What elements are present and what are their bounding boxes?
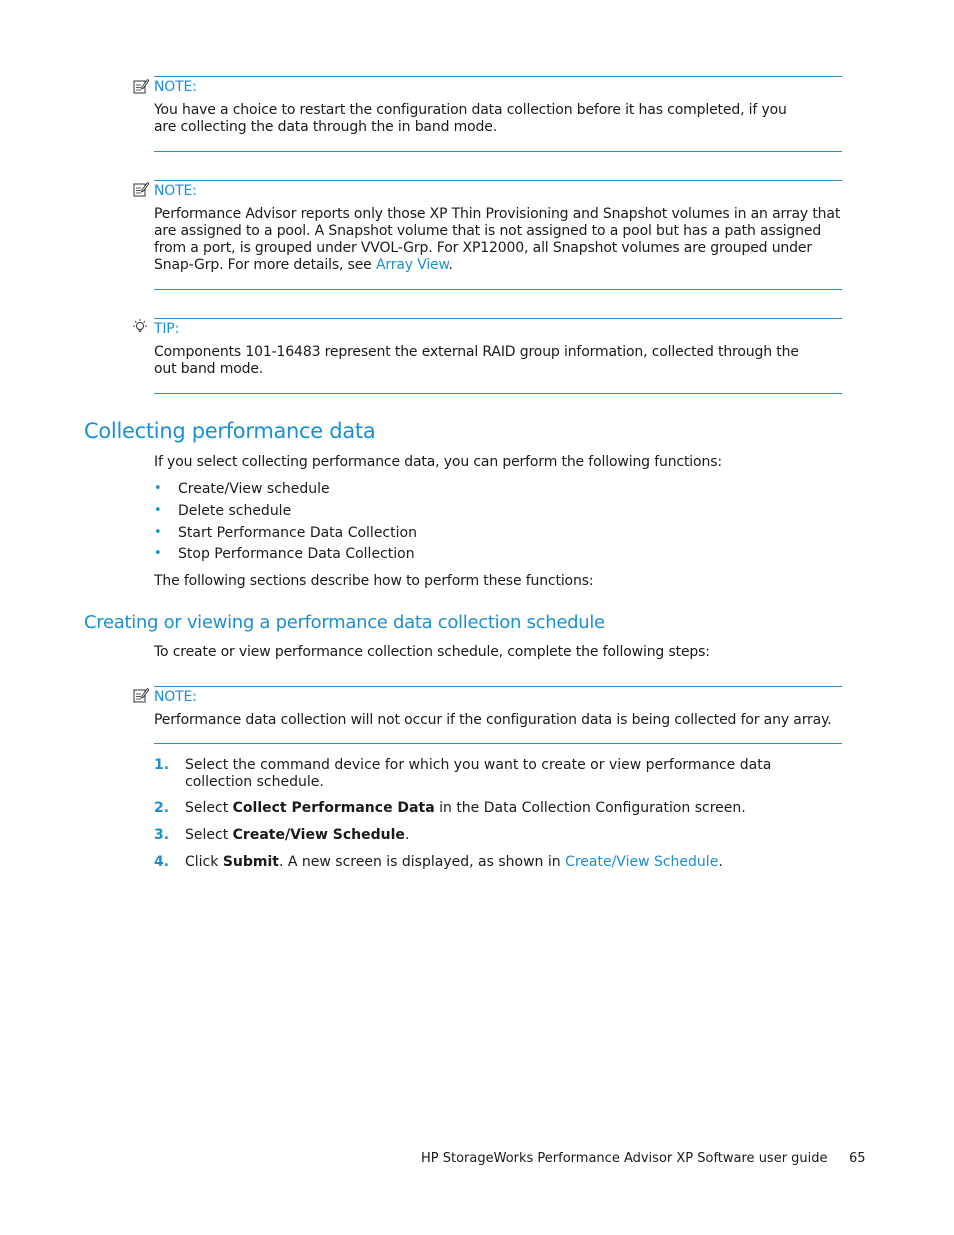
step-text-end: .: [718, 854, 723, 870]
note-text: [154, 206, 844, 274]
step-ui-term: Submit: [222, 854, 279, 870]
note-text: Performance data collection will not occur if the configuration data is being collected for any array.: [154, 712, 832, 728]
array-view-link[interactable]: Array View: [375, 257, 449, 273]
note-label: NOTE:: [154, 79, 197, 95]
step-text-part: Click: [185, 854, 223, 870]
note-pencil-icon: [133, 687, 149, 703]
step-text: [185, 854, 845, 871]
section-heading: Collecting performance data: [84, 419, 376, 443]
note-text-end: .: [448, 257, 453, 273]
bullet-icon: •: [154, 503, 162, 518]
note-label: NOTE:: [154, 183, 197, 199]
tip-top-rule: [154, 318, 842, 319]
page-number: 65: [849, 1151, 866, 1166]
section-intro: If you select collecting performance data, you can perform the following functions:: [154, 454, 722, 470]
step-text: [185, 800, 845, 817]
list-item-text: Stop Performance Data Collection: [178, 546, 415, 562]
step-number: 4.: [154, 854, 170, 870]
step-ui-term: Create/View Schedule: [232, 827, 405, 843]
create-view-schedule-link[interactable]: Create/View Schedule: [565, 854, 719, 870]
subsection-heading: Creating or viewing a performance data collection schedule: [84, 612, 605, 633]
step-text-part: Select: [185, 827, 233, 843]
lightbulb-icon: [131, 318, 149, 336]
step-number: 1.: [154, 757, 170, 773]
step-text-part: Select: [185, 800, 233, 816]
note-top-rule: [154, 76, 842, 77]
step-text-part: Select the command device for which you want to create or view performance data collection schedule.: [185, 757, 772, 790]
note-pencil-icon: [133, 78, 149, 94]
note-text: You have a choice to restart the configuration data collection before it has completed, if you are collecting the data through the in band mode.: [154, 102, 787, 135]
bullet-icon: •: [154, 525, 162, 540]
step-text-part: .: [404, 827, 410, 843]
note-bottom-rule: [154, 289, 842, 290]
step-text: [185, 757, 825, 791]
tip-text: Components 101-16483 represent the external RAID group information, collected through the out band mode.: [154, 344, 799, 377]
bullet-icon: •: [154, 481, 162, 496]
list-item-text: Delete schedule: [178, 503, 292, 519]
note-text-part: Performance Advisor reports only those XP Thin Provisioning and Snapshot volumes in an array that are assigned to a pool. A Snapshot volume that is not assigned to a pool but has a path assigned from a port, is grouped under VVOL-Grp. For XP12000, all Snapshot volumes are grouped under Snap-Grp. For more details, see: [154, 206, 841, 273]
list-item-text: Create/View schedule: [178, 481, 330, 497]
step-text-part: in the Data Collection Configuration screen.: [434, 800, 746, 816]
note-top-rule: [154, 686, 842, 687]
step-number: 3.: [154, 827, 170, 843]
bullet-icon: •: [154, 546, 162, 561]
section-outro: The following sections describe how to perform these functions:: [154, 573, 594, 589]
subsection-intro: To create or view performance collection schedule, complete the following steps:: [154, 644, 710, 660]
note-bottom-rule: [154, 743, 842, 744]
list-item-text: Start Performance Data Collection: [178, 525, 417, 541]
note-bottom-rule: [154, 151, 842, 152]
note-label: NOTE:: [154, 689, 197, 705]
step-number: 2.: [154, 800, 170, 816]
note-top-rule: [154, 180, 842, 181]
step-ui-term: Collect Performance Data: [232, 800, 435, 816]
note-pencil-icon: [133, 181, 149, 197]
step-text: [185, 827, 845, 844]
tip-bottom-rule: [154, 393, 842, 394]
step-text-part: . A new screen is displayed, as shown in: [278, 854, 566, 870]
footer-title: HP StorageWorks Performance Advisor XP Software user guide: [421, 1151, 828, 1166]
tip-label: TIP:: [154, 321, 180, 337]
